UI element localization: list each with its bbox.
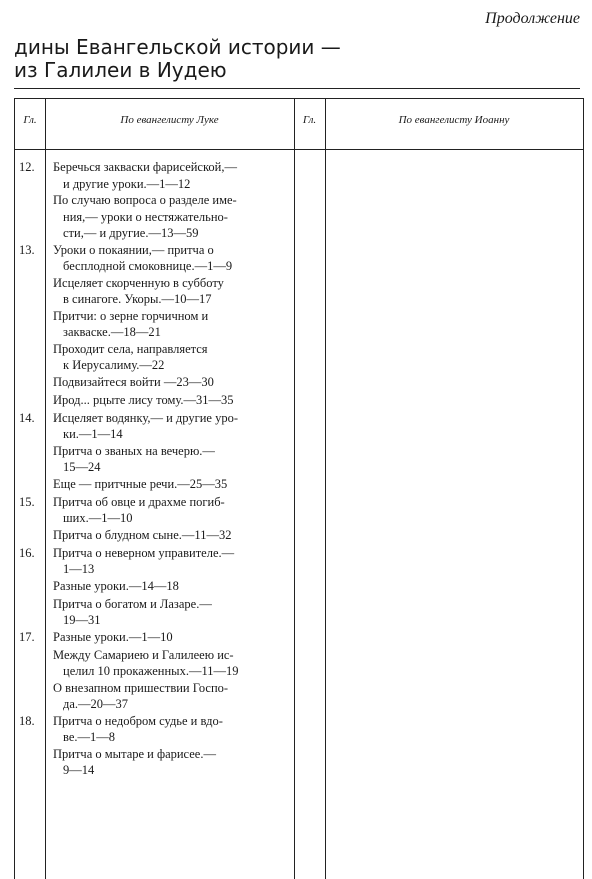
table-header [15, 99, 583, 150]
table-row [15, 476, 583, 494]
entry-line: Уроки о покаянии,— притча о [53, 242, 214, 257]
header-john: По евангелисту Иоанну [398, 114, 510, 126]
luke-entry [53, 192, 275, 242]
luke-entry [53, 527, 275, 544]
entry-line: ве.—1—8 [63, 730, 116, 744]
luke-entry [53, 308, 275, 341]
entry-line: Беречься закваски фарисейской,— [53, 160, 237, 174]
luke-entry [53, 629, 275, 646]
table-row [15, 713, 583, 746]
entry-line: Ирод... рцыте лису тому.—31—35 [53, 392, 234, 407]
table-row [15, 159, 583, 192]
luke-entry [53, 713, 275, 746]
entry-line: сти,— и другие.—13—59 [63, 226, 199, 240]
luke-entry [53, 374, 275, 391]
chapter-number: 13. [19, 242, 35, 257]
entry-line: и другие уроки.—1—12 [63, 176, 191, 191]
luke-entry [53, 578, 275, 595]
entry-line: Притча о недобром судье и вдо- [53, 713, 223, 728]
entry-line: к Иерусалиму.—22 [63, 358, 165, 372]
entry-line: 15—24 [63, 460, 101, 474]
entry-line: Притча о неверном управителе.— [53, 545, 235, 560]
table-row [15, 647, 583, 680]
luke-entry [53, 476, 275, 493]
table-row [15, 410, 583, 443]
table-row [15, 443, 583, 476]
chapter-number: 16. [19, 545, 35, 560]
table-row [15, 680, 583, 713]
luke-entry [53, 494, 275, 527]
title-rule [14, 88, 580, 89]
luke-entry [53, 647, 275, 680]
luke-entry [53, 275, 275, 308]
entry-line: да.—20—37 [63, 697, 129, 711]
entry-line: 9—14 [63, 763, 95, 777]
table-row [15, 527, 583, 545]
header-chapter-left: Гл. [23, 114, 37, 126]
table-row [15, 242, 583, 275]
chapter-number: 12. [19, 160, 35, 174]
entry-line: Притча о званых на вечерю.— [53, 443, 215, 458]
continuation-label: Продолжение [485, 10, 580, 27]
entry-line: ки.—1—14 [63, 427, 123, 441]
luke-entry [53, 410, 275, 443]
table-row [15, 192, 583, 242]
table-row [15, 392, 583, 410]
table-row [15, 746, 583, 779]
gospel-table [14, 98, 584, 879]
luke-entry [53, 159, 275, 192]
table-row [15, 341, 583, 374]
entry-line: Еще — притчные речи.—25—35 [53, 476, 228, 491]
entry-line: По случаю вопроса о разделе име- [53, 193, 237, 207]
page-title [14, 36, 341, 82]
entry-line: в синагоге. Укоры.—10—17 [63, 292, 212, 306]
entry-line: Притчи: о зерне горчичном и [53, 308, 209, 323]
table-row [15, 629, 583, 647]
entry-line: ния,— уроки о нестяжательно- [63, 209, 228, 224]
title-line-1: дины Евангельской истории — [14, 35, 341, 59]
entry-line: Притча о мытаре и фарисее.— [53, 746, 216, 761]
entry-line: Между Самариею и Галилеею ис- [53, 647, 234, 662]
table-row [15, 275, 583, 308]
entry-line: О внезапном пришествии Госпо- [53, 680, 229, 695]
header-luke: По евангелисту Луке [120, 114, 219, 126]
chapter-number: 18. [19, 713, 35, 728]
luke-entry [53, 596, 275, 629]
table-row [15, 545, 583, 578]
entry-line: закваске.—18—21 [63, 325, 161, 339]
entry-line: Проходит села, направляется [53, 341, 208, 356]
chapter-number: 17. [19, 629, 35, 644]
title-line-2: из Галилеи в Иудею [14, 58, 227, 82]
table-row [15, 374, 583, 392]
luke-entry [53, 680, 275, 713]
luke-entry [53, 341, 275, 374]
table-body [15, 159, 583, 779]
chapter-number: 14. [19, 410, 35, 425]
luke-entry [53, 545, 275, 578]
table-row [15, 308, 583, 341]
luke-entry [53, 242, 275, 275]
luke-entry [53, 746, 275, 779]
entry-line: Притча об овце и драхме погиб- [53, 494, 225, 509]
entry-line: Разные уроки.—14—18 [53, 578, 179, 593]
entry-line: Исцеляет скорченную в субботу [53, 275, 224, 290]
table-row [15, 494, 583, 527]
chapter-number: 15. [19, 494, 35, 509]
luke-entry [53, 443, 275, 476]
table-row [15, 578, 583, 596]
luke-entry [53, 392, 275, 409]
entry-line: 1—13 [63, 562, 95, 576]
table-row [15, 596, 583, 629]
entry-line: Притча о блудном сыне.—11—32 [53, 527, 232, 542]
header-chapter-right: Гл. [302, 114, 317, 126]
entry-line: Подвизайтеся войти —23—30 [53, 374, 214, 389]
entry-line: Исцеляет водянку,— и другие уро- [53, 410, 238, 425]
entry-line: 19—31 [63, 613, 101, 627]
entry-line: Притча о богатом и Лазаре.— [53, 596, 212, 611]
entry-line: Разные уроки.—1—10 [53, 629, 173, 644]
entry-line: целил 10 прокаженных.—11—19 [63, 664, 239, 678]
entry-line: ших.—1—10 [63, 511, 133, 525]
entry-line: бесплодной смоковнице.—1—9 [63, 259, 233, 273]
